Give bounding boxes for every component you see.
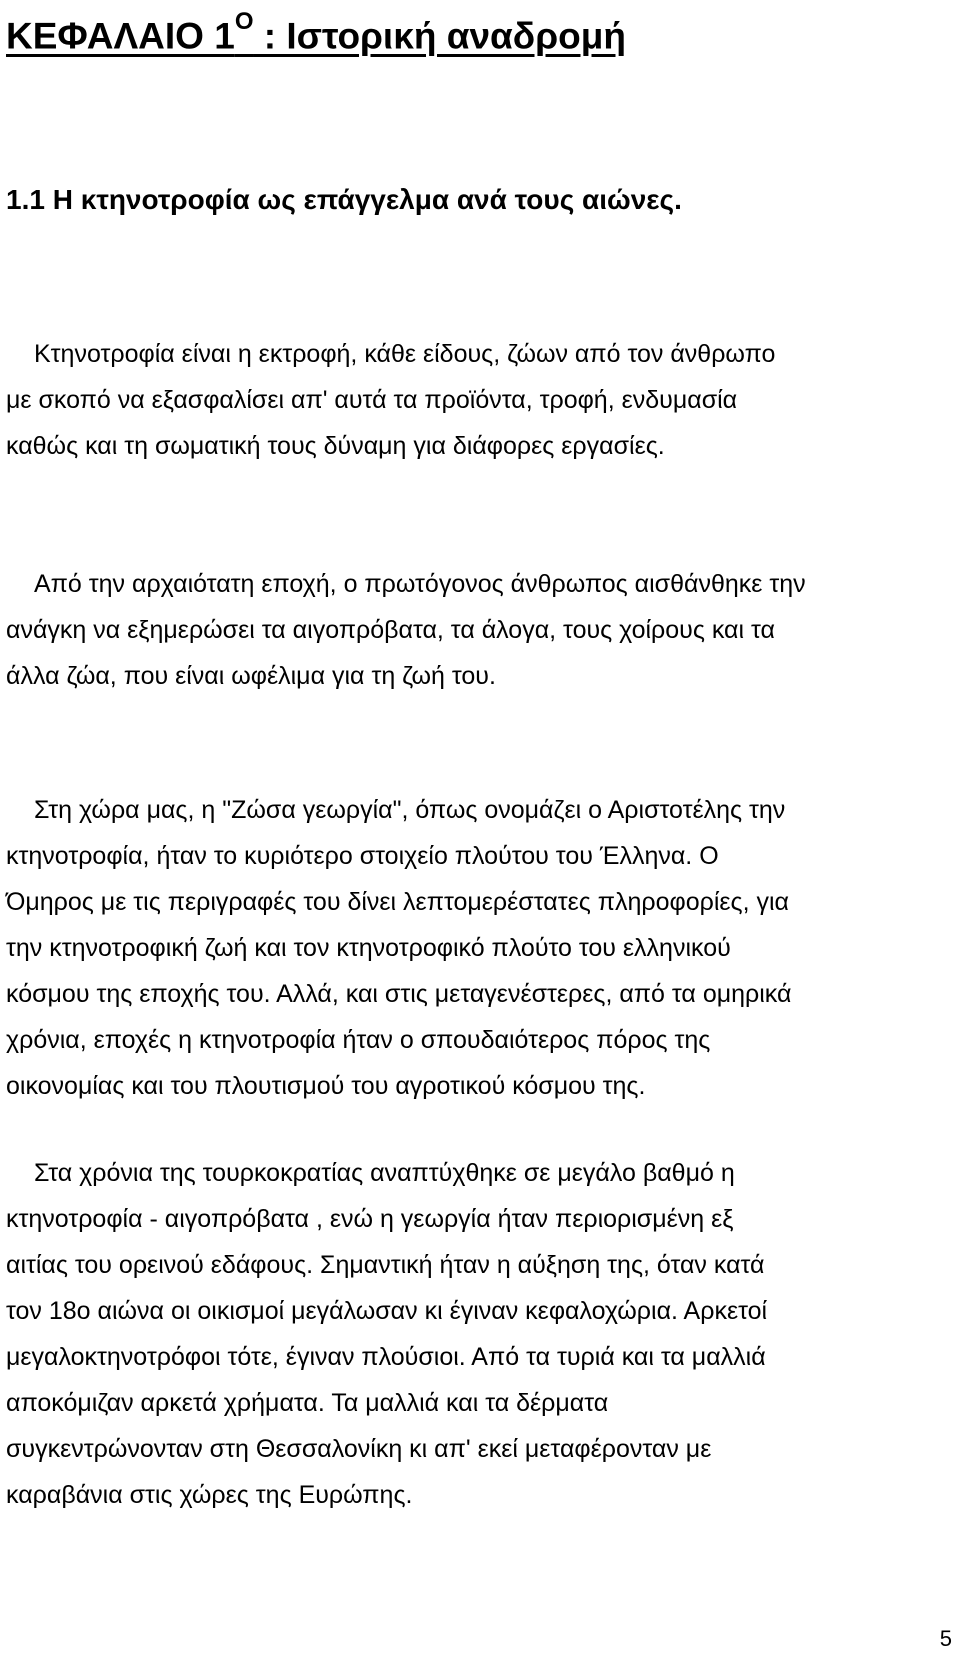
paragraph-line: οικονομίας και του πλουτισμού του αγροτικού κόσμου της. — [6, 1072, 646, 1100]
paragraph-line: την κτηνοτροφική ζωή και τον κτηνοτροφικό πλούτο του ελληνικού — [6, 934, 731, 962]
paragraph-line: άλλα ζώα, που είναι ωφέλιμα για τη ζωή του. — [6, 662, 496, 690]
paragraph-line: Στα χρόνια της τουρκοκρατίας αναπτύχθηκε σε μεγάλο βαθμό η — [34, 1159, 735, 1187]
paragraph-line: κόσμου της εποχής του. Αλλά, και στις μεταγενέστερες, από τα ομηρικά — [6, 980, 792, 1008]
chapter-title-suffix: : Ιστορική αναδρομή — [253, 15, 626, 57]
chapter-title-superscript: Ο — [234, 8, 254, 35]
paragraph-line: κτηνοτροφία, ήταν το κυριότερο στοιχείο πλούτου του Έλληνα. Ο — [6, 842, 719, 870]
paragraph-line: με σκοπό να εξασφαλίσει απ' αυτά τα προϊόντα, τροφή, ενδυμασία — [6, 386, 738, 414]
paragraph-line: τον 18ο αιώνα οι οικισμοί μεγάλωσαν κι έγιναν κεφαλοχώρια. Αρκετοί — [6, 1297, 768, 1325]
paragraph-line: ανάγκη να εξημερώσει τα αιγοπρόβατα, τα άλογα, τους χοίρους και τα — [6, 616, 775, 644]
paragraph-greece — [6, 787, 954, 1109]
paragraph-definition — [6, 331, 954, 469]
page-number: 5 — [939, 1626, 952, 1651]
paragraph-line: κτηνοτροφία - αιγοπρόβατα , ενώ η γεωργία ήταν περιορισμένη εξ — [6, 1205, 734, 1233]
paragraph-line: χρόνια, εποχές η κτηνοτροφία ήταν ο σπουδαιότερος πόρος της — [6, 1026, 711, 1054]
paragraph-line: καραβάνια στις χώρες της Ευρώπης. — [6, 1481, 413, 1509]
paragraph-line: αποκόμιζαν αρκετά χρήματα. Τα μαλλιά και τα δέρματα — [6, 1389, 609, 1417]
paragraph-line: Κτηνοτροφία είναι η εκτροφή, κάθε είδους, ζώων από τον άνθρωπο — [34, 340, 776, 368]
paragraph-line: μεγαλοκτηνοτρόφοι τότε, έγιναν πλούσιοι. Από τα τυριά και τα μαλλιά — [6, 1343, 766, 1371]
paragraph-line: Στη χώρα μας, η "Ζώσα γεωργία", όπως ονομάζει ο Αριστοτέλης την — [34, 796, 786, 824]
section-title: 1.1 Η κτηνοτροφία ως επάγγελμα ανά τους αιώνες. — [6, 184, 682, 215]
paragraph-line: Από την αρχαιότατη εποχή, ο πρωτόγονος άνθρωπος αισθάνθηκε την — [34, 570, 806, 598]
chapter-title — [6, 0, 626, 64]
chapter-title-prefix: ΚΕΦΑΛΑΙΟ 1 — [6, 15, 235, 57]
paragraph-ottoman-era — [6, 1150, 954, 1518]
paragraph-line: Όμηρος με τις περιγραφές του δίνει λεπτομερέστατες πληροφορίες, για — [6, 888, 789, 916]
paragraph-line: αιτίας του ορεινού εδάφους. Σημαντική ήταν η αύξηση της, όταν κατά — [6, 1251, 765, 1279]
paragraph-ancient-times — [6, 561, 954, 699]
paragraph-line: καθώς και τη σωματική τους δύναμη για διάφορες εργασίες. — [6, 432, 665, 460]
paragraph-line: συγκεντρώνονταν στη Θεσσαλονίκη κι απ' εκεί μεταφέρονταν με — [6, 1435, 712, 1463]
